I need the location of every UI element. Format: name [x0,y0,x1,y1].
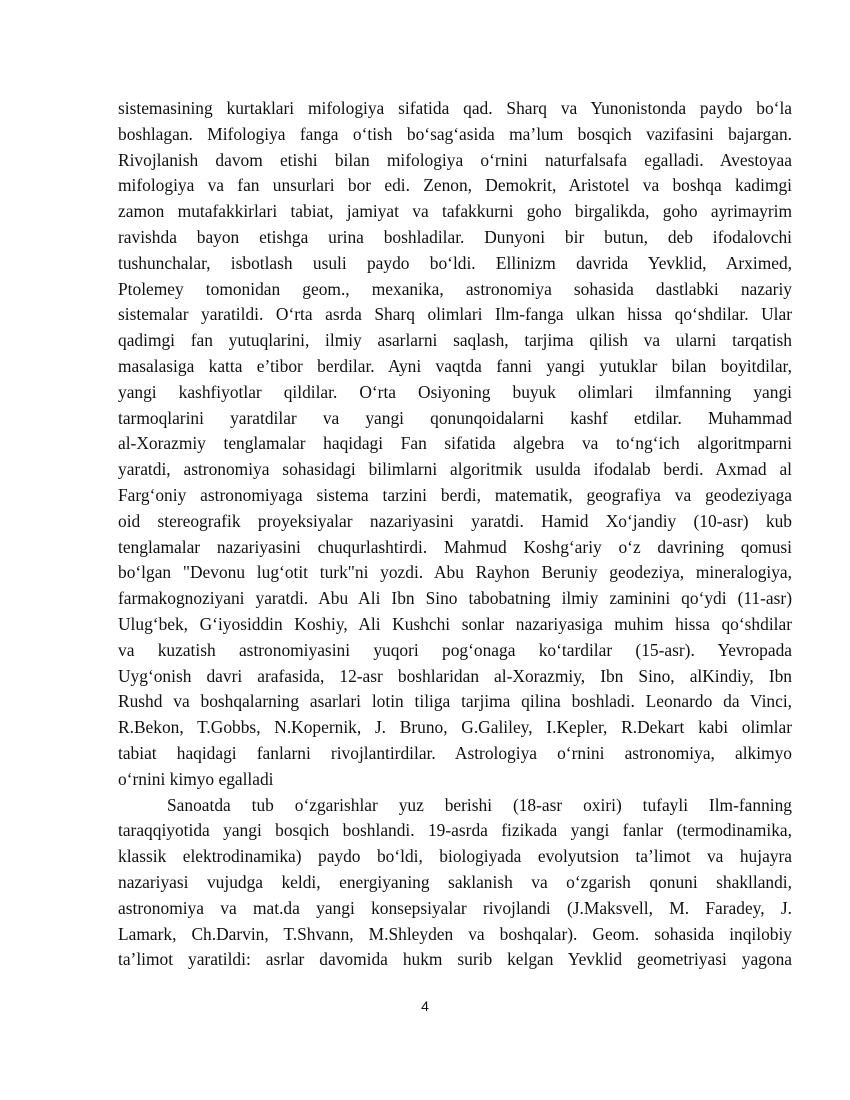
text-line: bo‘lgan "Devonu lug‘otit turk"ni yozdi. Abu Rayhon Beruniy geodeziya, mineralogiya, [118,562,792,583]
text-line: Ulug‘bek, G‘iyosiddin Koshiy, Ali Kushchi sonlar nazariyasiga muhim hissa qo‘shdilar [118,613,792,634]
body-text [118,96,792,973]
text-line: boshlagan. Mifologiya fanga o‘tish bo‘sag‘asida ma’lum bosqich vazifasini bajargan. [118,123,792,144]
text-line: ta’limot yaratildi: asrlar davomida hukm surib kelgan Yevklid geometriyasi yagona [118,949,792,970]
text-line: al-Xorazmiy tenglamalar haqidagi Fan sifatida algebra va to‘ng‘ich algoritmparni [118,433,792,454]
text-line: tabiat haqidagi fanlarni rivojlantirdilar. Astrologiya o‘rnini astronomiya, alkimyo [118,742,792,763]
text-line: mifologiya va fan unsurlari bor edi. Zenon, Demokrit, Aristotel va boshqa kadimgi [118,175,792,196]
text-line: yaratdi, astronomiya sohasidagi bilimlarni algoritmik usulda ifodalab berdi. Axmad al [118,459,792,480]
text-line: Sanoatda tub o‘zgarishlar yuz berishi (18-asr oxiri) tufayli Ilm-fanning [167,794,792,815]
text-line: Rivojlanish davom etishi bilan mifologiya o‘rnini naturfalsafa egalladi. Avestoyaa [118,149,792,170]
text-line: o‘rnini kimyo egalladi [118,768,274,789]
text-line: tarmoqlarini yaratdilar va yangi qonunqoidalarni kashf etdilar. Muhammad [118,407,792,428]
text-line: tushunchalar, isbotlash usuli paydo bo‘ldi. Ellinizm davrida Yevklid, Arximed, [118,252,792,273]
text-line: sistemasining kurtaklari mifologiya sifatida qad. Sharq va Yunonistonda paydo bo‘la [118,98,792,118]
text-line: qadimgi fan yutuqlarini, ilmiy asarlarni saqlash, tarjima qilish va ularni tarqatish [118,330,792,351]
paragraph [118,793,792,974]
text-line: zamon mutafakkirlari tabiat, jamiyat va tafakkurni goho birgalikda, goho ayrimayrim [118,201,792,222]
text-line: Rushd va boshqalarning asarlari lotin tiliga tarjima qilina boshladi. Leonardo da Vinci, [118,691,792,712]
text-line: Farg‘oniy astronomiyaga sistema tarzini berdi, matematik, geografiya va geodeziyaga [118,484,792,505]
text-line: ravishda bayon etishga urina boshladilar. Dunyoni bir butun, deb ifodalovchi [118,226,792,247]
text-line: yangi kashfiyotlar qildilar. O‘rta Osiyoning buyuk olimlari ilmfanning yangi [118,381,792,402]
text-line: nazariyasi vujudga keldi, energiyaning saklanish va o‘zgarish qonuni shakllandi, [118,871,792,892]
text-line: Uyg‘onish davri arafasida, 12-asr boshlaridan al-Xorazmiy, Ibn Sino, alKindiy, Ibn [118,665,792,686]
text-line: masalasiga katta e’tibor berdilar. Ayni vaqtda fanni yangi yutuklar bilan boyitdilar, [118,355,792,376]
text-line: farmakognoziyani yaratdi. Abu Ali Ibn Sino tabobatning ilmiy zaminini qo‘ydi (11-asr) [118,588,792,609]
text-line: sistemalar yaratildi. O‘rta asrda Sharq olimlari Ilm-fanga ulkan hissa qo‘shdilar. Ular [118,304,792,325]
text-line: astronomiya va mat.da yangi konsepsiyalar rivojlandi (J.Maksvell, M. Faradey, J. [118,897,792,918]
text-line: Lamark, Ch.Darvin, T.Shvann, M.Shleyden va boshqalar). Geom. sohasida inqilobiy [118,923,792,944]
paragraph [118,96,792,793]
text-line: va kuzatish astronomiyasini yuqori pog‘onaga ko‘tardilar (15-asr). Yevropada [118,639,792,660]
text-line: klassik elektrodinamika) paydo bo‘ldi, biologiyada evolyutsion ta’limot va hujayra [118,846,792,867]
text-line: taraqqiyotida yangi bosqich boshlandi. 19-asrda fizikada yangi fanlar (termodinamika, [118,820,792,841]
text-line: R.Bekon, T.Gobbs, N.Kopernik, J. Bruno, G.Galiley, I.Kepler, R.Dekart kabi olimlar [118,717,792,738]
text-line: oid stereografik proyeksiyalar nazariyasini yaratdi. Hamid Xo‘jandiy (10-asr) kub [118,510,792,531]
text-line: tenglamalar nazariyasini chuqurlashtirdi. Mahmud Koshg‘ariy o‘z davrining qomusi [118,536,792,557]
page-number: 4 [421,998,429,1014]
text-line: Ptolemey tomonidan geom., mexanika, astronomiya sohasida dastlabki nazariy [118,278,792,299]
